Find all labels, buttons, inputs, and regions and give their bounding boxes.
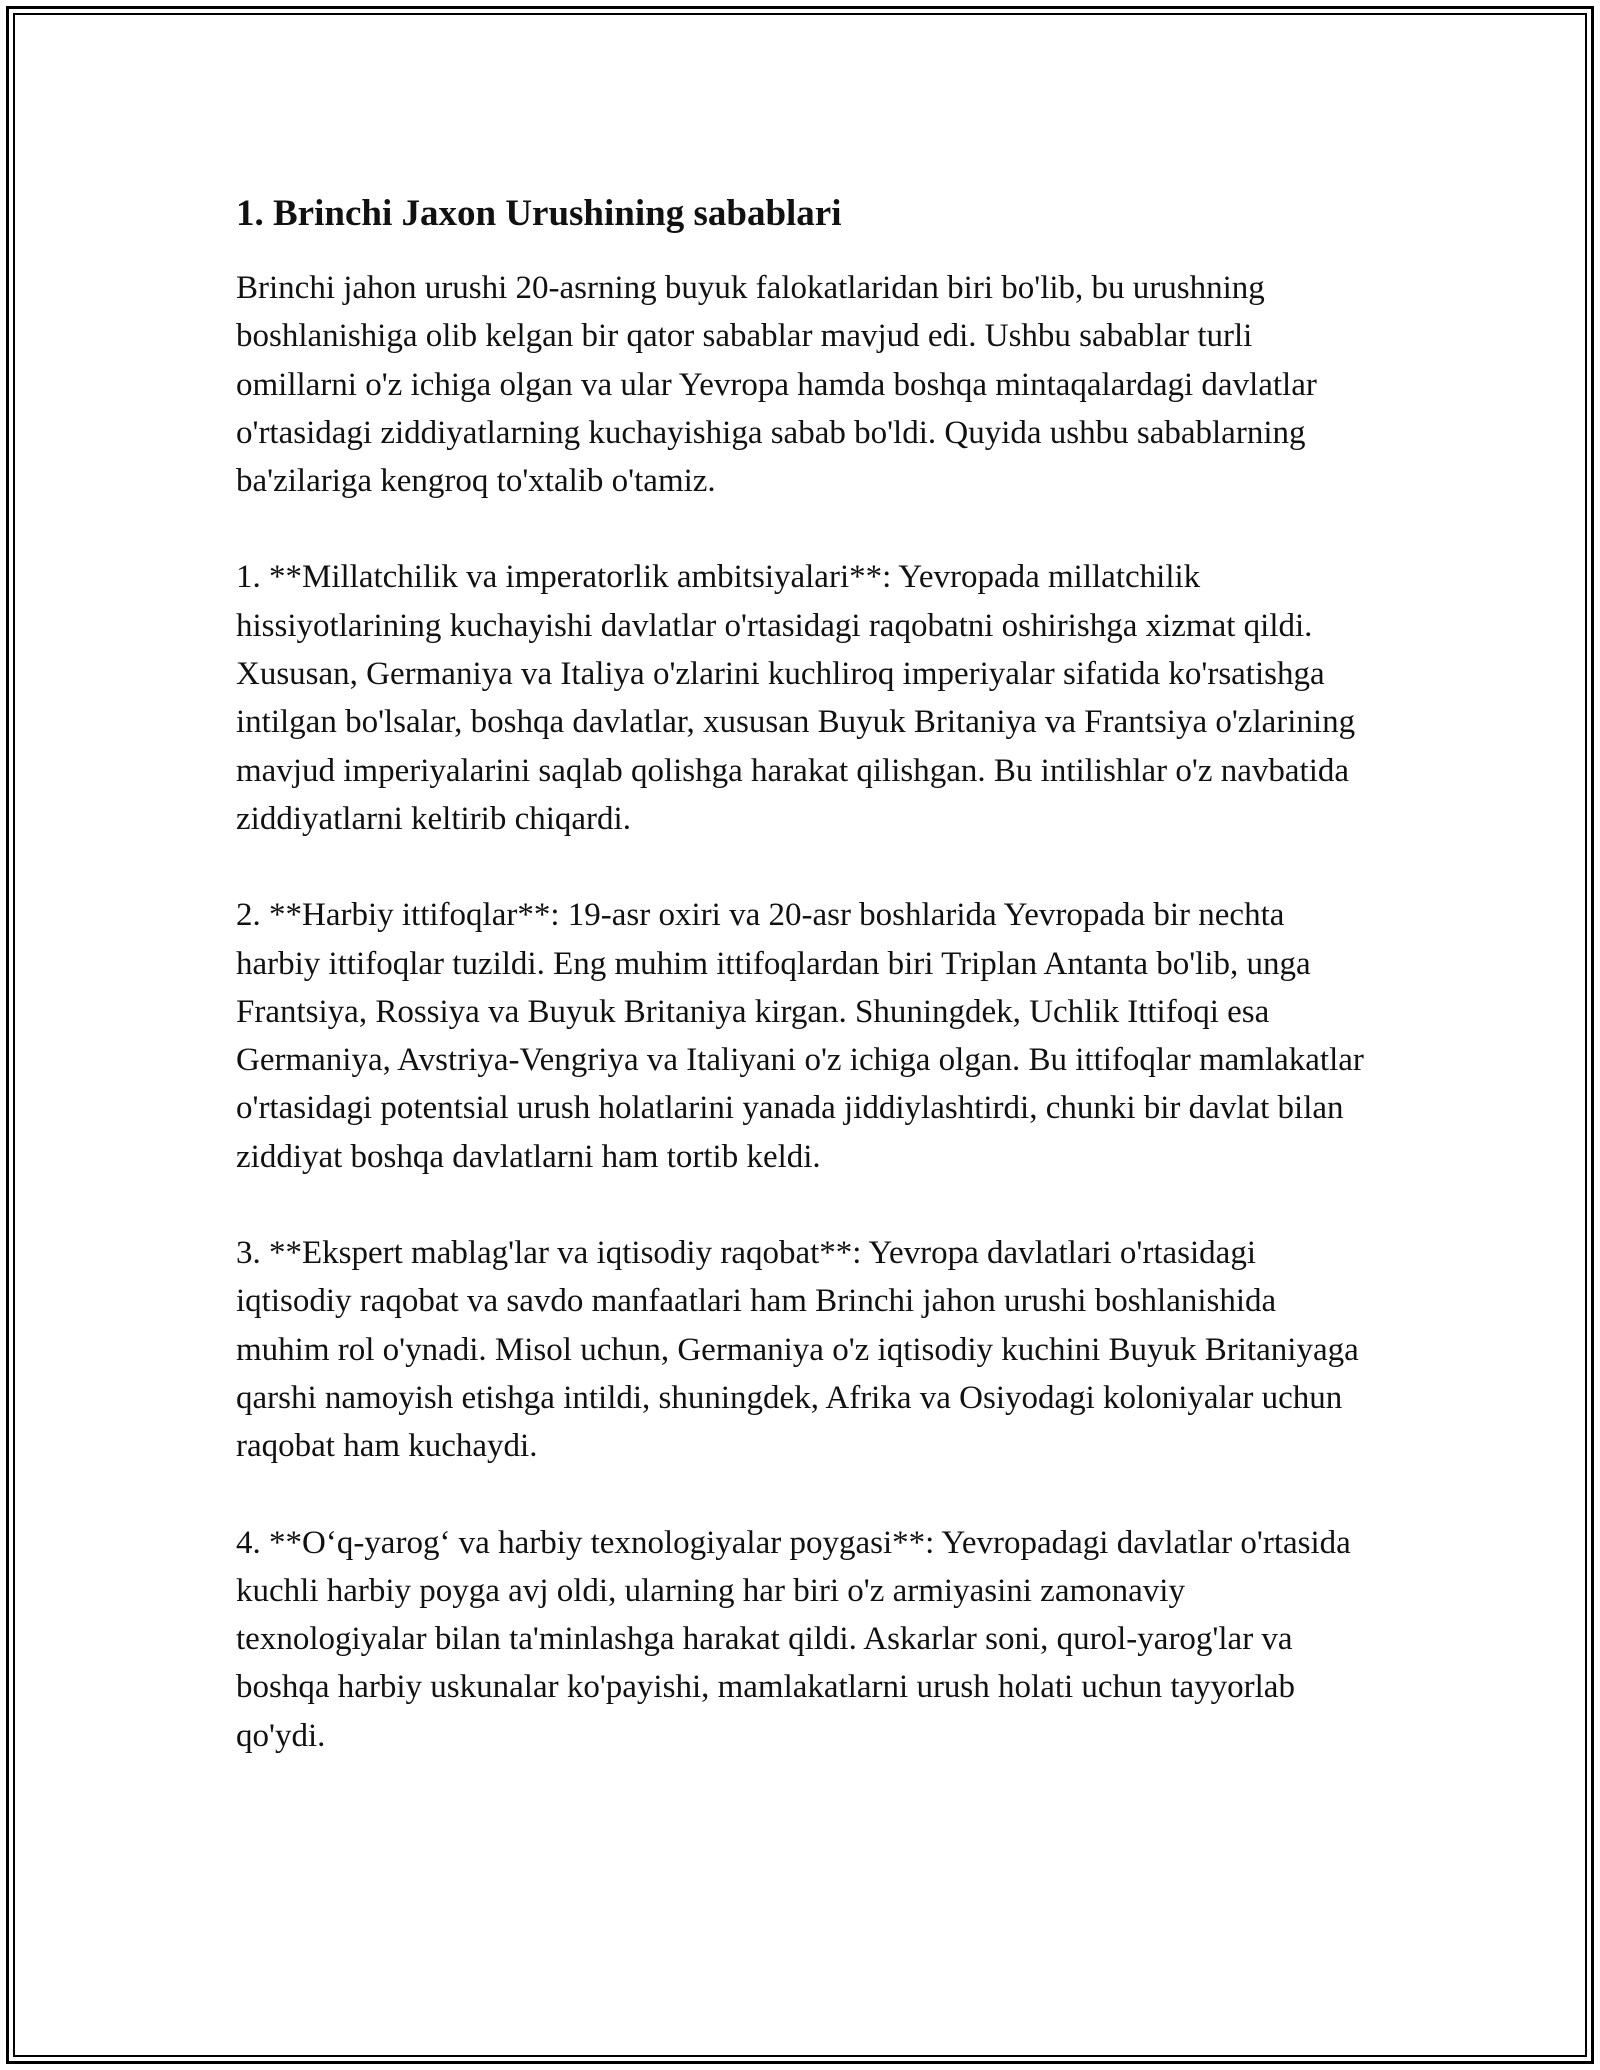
cause-paragraph-alliances: 2. **Harbiy ittifoqlar**: 19-asr oxiri va 20-asr boshlarida Yevropada bir nechta harbiy ittifoqlar tuzildi. Eng muhim ittifoqlardan biri Triplan Antanta bo'lib, unga Frantsiya, Rossiya va Buyuk Britaniya kirgan. Shuningdek, Uchlik Ittifoqi esa Germaniya, Avstriya-Vengriya va Italiyani o'z ichiga olgan. Bu ittifoqlar mamlakatlar o'rtasidagi potentsial urush holatlarini yanada jiddiylashtirdi, chunki bir davlat bilan ziddiyat boshqa davlatlarni ham tortib keldi. — [236, 897, 1364, 1175]
document-body — [236, 186, 1366, 1808]
intro-paragraph: Brinchi jahon urushi 20-asrning buyuk falokatlaridan biri bo'lib, bu urushning boshlanishiga olib kelgan bir qator sabablar mavjud edi. Ushbu sabablar turli omillarni o'z ichiga olgan va ular Yevropa hamda boshqa mintaqalardagi davlatlar o'rtasidagi ziddiyatlarning kuchayishiga sabab bo'ldi. Quyida ushbu sabablarning ba'zilariga kengroq to'xtalib o'tamiz. — [236, 270, 1317, 500]
cause-paragraph-economy: 3. **Ekspert mablag'lar va iqtisodiy raqobat**: Yevropa davlatlari o'rtasidagi iqtisodiy raqobat va savdo manfaatlari ham Brinchi jahon urushi boshlanishida muhim rol o'ynadi. Misol uchun, Germaniya o'z iqtisodiy kuchini Buyuk Britaniyaga qarshi namoyish etishga intildi, shuningdek, Afrika va Osiyodagi koloniyalar uchun raqobat ham kuchaydi. — [236, 1235, 1359, 1465]
section-heading: 1. Brinchi Jaxon Urushining sabablari — [236, 193, 842, 234]
cause-paragraph-nationalism: 1. **Millatchilik va imperatorlik ambitsiyalari**: Yevropada millatchilik hissiyotlarining kuchayishi davlatlar o'rtasidagi raqobatni oshirishga xizmat qildi. Xususan, Germaniya va Italiya o'zlarini kuchliroq imperiyalar sifatida ko'rsatishga intilgan bo'lsalar, boshqa davlatlar, xususan Buyuk Britaniya va Frantsiya o'zlarining mavjud imperiyalarini saqlab qolishga harakat qilishgan. Bu intilishlar o'z navbatida ziddiyatlarni keltirib chiqardi. — [236, 559, 1356, 837]
cause-paragraph-arms-race: 4. **O‘q-yarog‘ va harbiy texnologiyalar poygasi**: Yevropadagi davlatlar o'rtasida kuchli harbiy poyga avj oldi, ularning har biri o'z armiyasini zamonaviy texnologiyalar bilan ta'minlashga harakat qildi. Askarlar soni, qurol-yarog'lar va boshqa harbiy uskunalar ko'payishi, mamlakatlarni urush holati uchun tayyorlab qo'ydi. — [236, 1524, 1351, 1754]
